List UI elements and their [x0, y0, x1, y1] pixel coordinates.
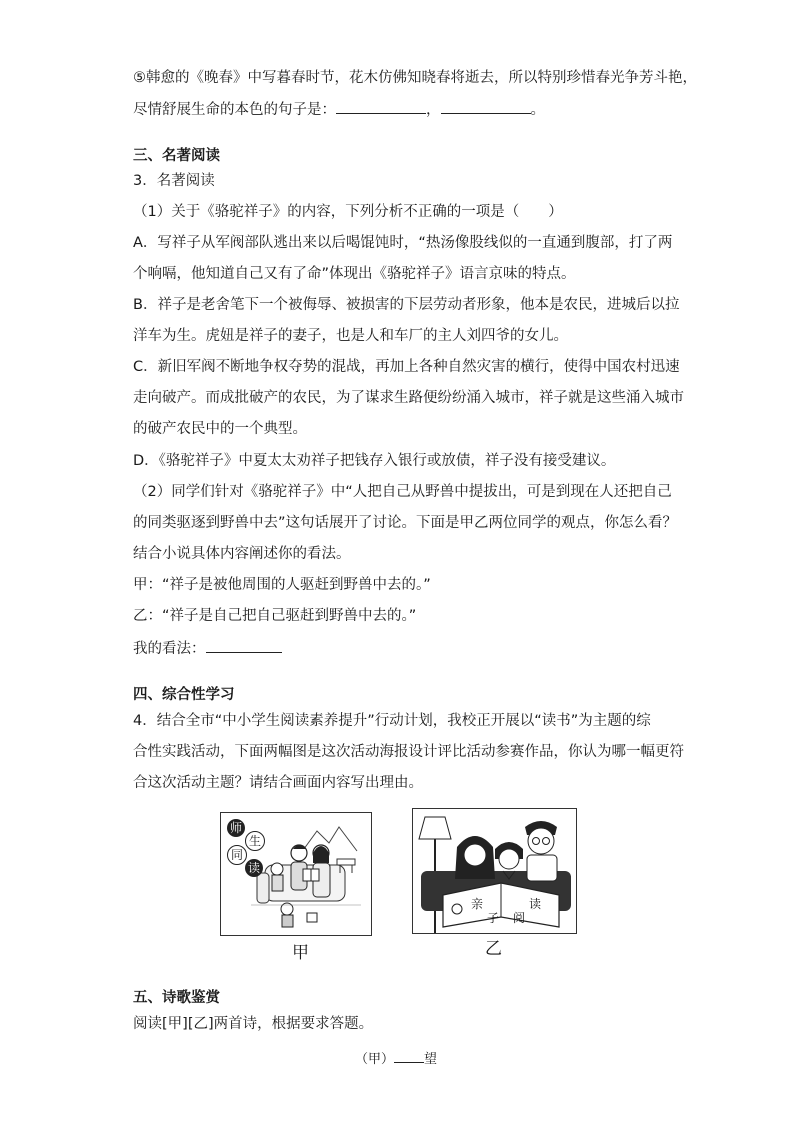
q3-title: 3．名著阅读 — [133, 173, 215, 189]
poster-jia-char-2: 生 — [245, 831, 265, 851]
opinion-jia: 甲：“祥子是被他周围的人驱赶到野兽中去的。” — [133, 577, 431, 593]
poster-jia-char-1: 师 — [227, 819, 245, 837]
my-view-blank[interactable] — [206, 638, 282, 653]
q5-line2 — [133, 99, 545, 120]
option-d: D．《骆驼祥子》中夏太太劝祥子把钱存入银行或放债，祥子没有接受建议。 — [133, 453, 616, 469]
option-a-line2: 个响嗝，他知道自己又有了命”体现出《骆驼祥子》语言京味的特点。 — [133, 266, 576, 282]
poster-yi-char-2: 子 — [487, 911, 500, 925]
option-b-line2: 洋车为生。虎妞是祥子的妻子，也是人和车厂的主人刘四爷的女儿。 — [133, 328, 568, 344]
poster-yi-char-4: 读 — [529, 897, 542, 911]
q3-2-line3: 结合小说具体内容阐述你的看法。 — [133, 546, 351, 562]
poster-jia-char-4: 读 — [245, 859, 263, 877]
opinion-yi: 乙：“祥子是自己把自己驱赶到野兽中去的。” — [133, 608, 417, 624]
q4-line3: 合这次活动主题？请结合画面内容写出理由。 — [133, 775, 423, 791]
option-a-line1: A．写祥子从军阀部队逃出来以后喝馄饨时，“热汤像股线似的一直通到腹部，打了两 — [133, 235, 673, 251]
option-c-line2: 走向破产。而成批破产的农民，为了谋求生路便纷纷涌入城市，祥子就是这些涌入城市 — [133, 390, 684, 406]
q5-intro: 阅读[甲][乙]两首诗，根据要求答题。 — [133, 1016, 374, 1032]
option-c-line3: 的破产农民中的一个典型。 — [133, 421, 307, 437]
q5-line1: ⑤韩愈的《晚春》中写暮春时节，花木仿佛知晓春将逝去，所以特别珍惜春光争芳斗艳， — [133, 70, 697, 86]
section5-heading: 五、诗歌鉴赏 — [133, 990, 220, 1006]
footer-label: （甲） — [355, 1052, 395, 1067]
q4-line1: 4．结合全市“中小学生阅读素养提升”行动计划，我校正开展以“读书”为主题的综 — [133, 713, 651, 729]
q3-1-prompt: （1）关于《骆驼祥子》的内容，下列分析不正确的一项是（ ） — [133, 204, 563, 220]
poster-yi — [412, 808, 577, 934]
q4-line2: 合性实践活动，下面两幅图是这次活动海报设计评比活动参赛作品，你认为哪一幅更符 — [133, 744, 684, 760]
section4-heading: 四、综合性学习 — [133, 687, 235, 703]
option-c-line1: C．新旧军阀不断地争权夺势的混战，再加上各种自然灾害的横行，使得中国农村迅速 — [133, 359, 680, 375]
my-view-label: 我的看法： — [133, 641, 206, 657]
answer-blank-1[interactable] — [336, 99, 426, 114]
footer-char: 望 — [424, 1052, 438, 1067]
poster-jia-caption: 甲 — [292, 943, 309, 963]
q5-line2-text: 尽情舒展生命的本色的句子是： — [133, 102, 336, 118]
option-b-line1: B．祥子是老舍笔下一个被侮辱、被损害的下层劳动者形象，他本是农民，进城后以拉 — [133, 297, 680, 313]
q3-2-line1: （2）同学们针对《骆驼祥子》中“人把自己从野兽中提拔出，可是到现在人还把自己 — [133, 484, 672, 500]
q3-2-line2: 的同类驱逐到野兽中去”这句话展开了讨论。下面是甲乙两位同学的观点，你怎么看？ — [133, 515, 678, 531]
poster-yi-caption: 乙 — [485, 939, 502, 959]
my-view — [133, 638, 282, 659]
q5-comma: ， — [426, 102, 441, 118]
poster-jia — [220, 812, 372, 936]
poster-yi-char-3: 阅 — [513, 911, 526, 925]
poster-jia-char-3: 同 — [227, 845, 247, 865]
section3-heading: 三、名著阅读 — [133, 148, 220, 164]
poem-title-footer — [355, 1048, 437, 1067]
answer-blank-2[interactable] — [441, 99, 531, 114]
q5-period: 。 — [530, 102, 545, 118]
poster-yi-char-1: 亲 — [471, 897, 484, 911]
footer-blank — [394, 1051, 424, 1063]
